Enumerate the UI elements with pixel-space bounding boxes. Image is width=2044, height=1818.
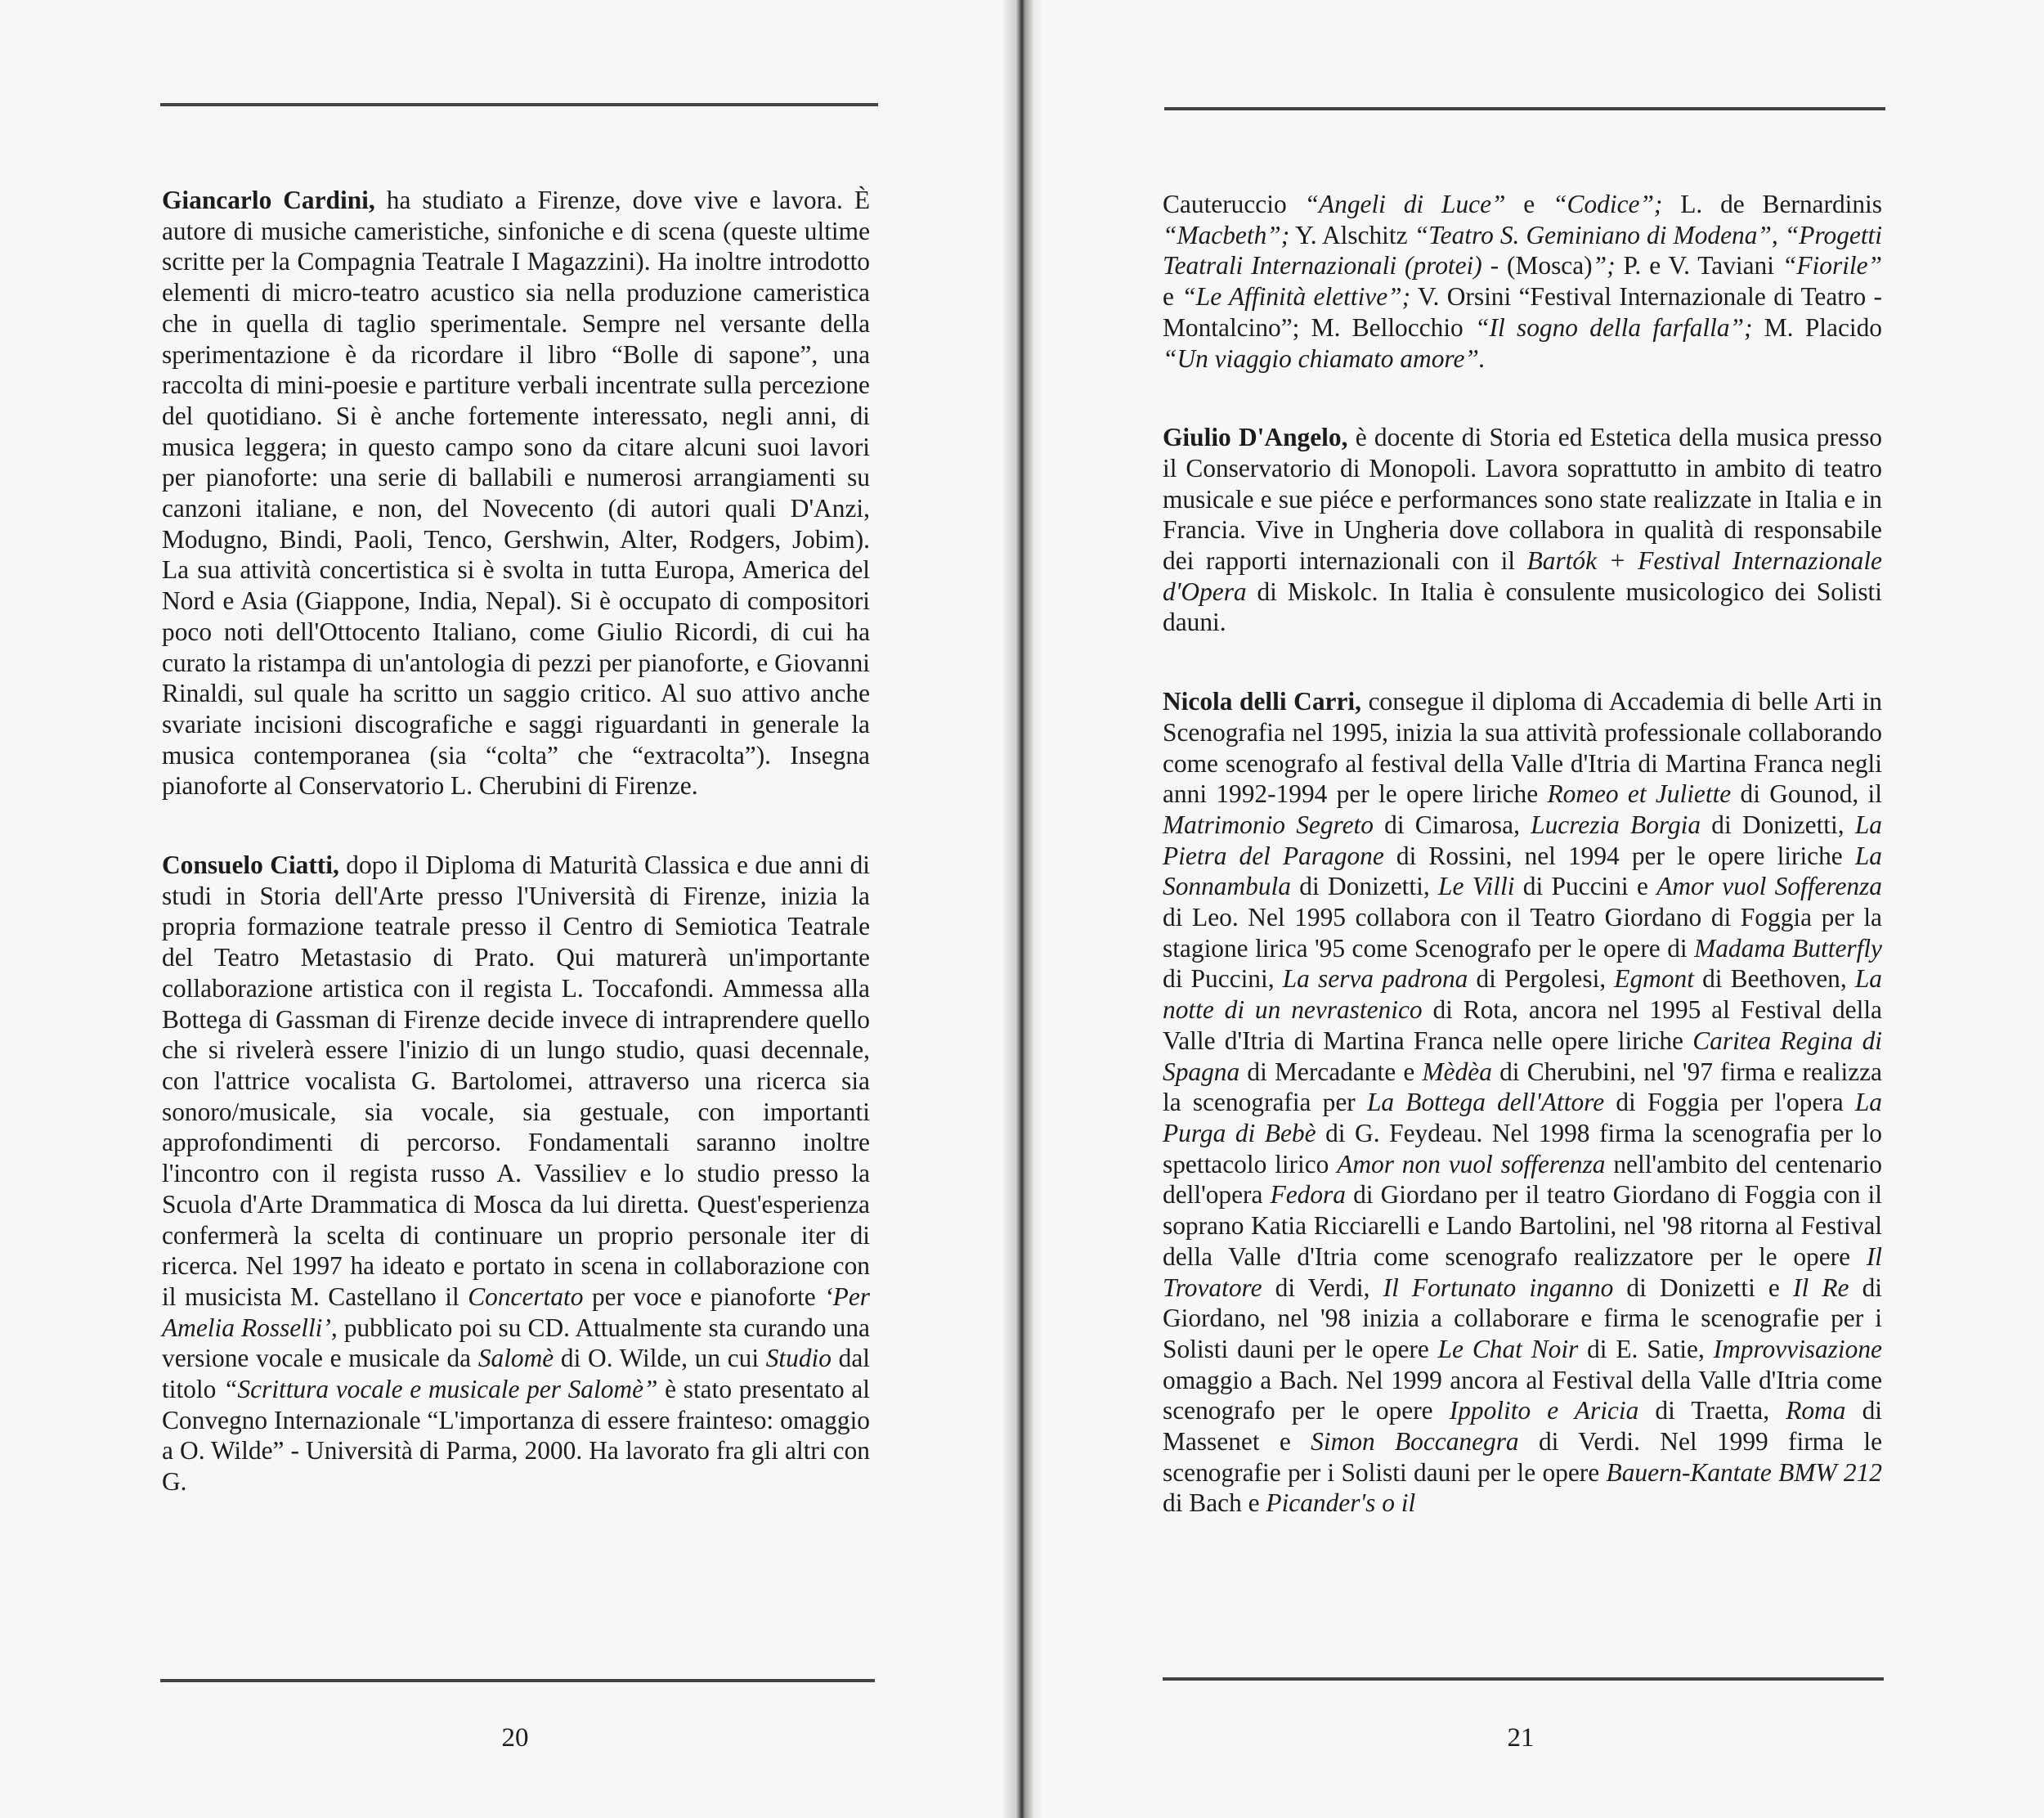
work-title: Amor vuol Sofferenza [1656,872,1882,901]
work-title: Bauern-Kantate BMW 212 [1606,1457,1883,1487]
text-run: di Verdi, [1262,1273,1383,1302]
work-title: Mèdèa [1422,1057,1492,1086]
work-title: ”; [1592,251,1616,281]
text-run: di Giordano, nel '98 inizia a collaborare e firma le scenografie per i Solisti dauni per le opere [1163,1273,1883,1363]
text-run: di E. Satie, [1578,1334,1714,1363]
text-run: e [1505,190,1553,218]
work-title: Matrimonio Segreto [1163,810,1374,839]
page-number: 20 [501,1723,529,1753]
text-run: di Mercadante e [1239,1057,1423,1086]
text-run: M. Placido [1752,312,1882,342]
bio-cardini [162,185,870,801]
top-rule [1164,107,1885,110]
text-run: di Cherubini, nel '97 firma e realizza la scenografia per [1163,1057,1882,1117]
work-title: La Bottega dell'Attore [1366,1088,1605,1117]
work-title: Il Trovatore [1163,1241,1882,1302]
text-run: e [1163,282,1182,312]
work-title: “Fiorile” [1782,251,1882,281]
work-title: Fedora [1270,1180,1346,1210]
work-title: Il Fortunato inganno [1383,1273,1614,1302]
text-run: di Beethoven, [1693,964,1855,994]
left-page-text [162,185,870,1497]
text-run: Cauteruccio [1163,190,1305,218]
person-name: Giancarlo Cardini, [162,186,375,214]
work-title: La notte di un nevrastenico [1163,964,1882,1025]
text-run: di Pergolesi, [1468,964,1615,994]
text-run: di Cimarosa, [1373,810,1531,839]
text-run: - (Mosca) [1481,251,1593,281]
work-title: “Codice”; [1553,190,1663,218]
work-title: Salomè [477,1344,554,1373]
text-run: è stato presentato al Convegno Internazionale “L'importanza di essere frainteso: omaggio a O. Wilde” - Università di Parma, 2000. Ha lavorato fra gli altri con G. [162,1375,871,1497]
text-run: di Puccini e [1514,872,1657,901]
work-title: Ippolito e Aricia [1449,1396,1639,1425]
work-title: La Purga di Bebè [1163,1088,1882,1147]
text-run: di Giordano per il teatro Giordano di Foggia con il soprano Katia Ricciarelli e Lando Bartolini, nel '98 ritorna al Festival della Valle d'Itria come scenografo realizzatore per le opere [1163,1180,1882,1271]
work-title: Lucrezia Borgia [1531,810,1701,839]
work-title: “Il sogno della farfalla”; [1475,312,1753,342]
work-title: “Angeli di Luce” [1304,190,1506,218]
work-title: Le Villi [1438,872,1515,901]
text-run: ha studiato a Firenze, dove vive e lavora. È autore di musiche cameristiche, sinfoniche e di scena (queste ultime scritte per la Compagnia Teatrale I Magazzini). Ha inoltre introdotto elementi di micro-teatro acustico sia nella produzione cameristica che in quella di taglio sperimentale. Sempre nel versante della sperimentazione è da ricordare il libro “Bolle di sapone”, una raccolta di mini-poesie e partiture verbali incentrate sulla percezione del quotidiano. Si è anche fortemente interessato, negli anni, di musica leggera; in questo campo sono da citare alcuni suoi lavori per pianoforte: una serie di ballabili e numerosi arrangiamenti su canzoni italiane, e non, del Novecento (di autori quali D'Anzi, Modugno, Bindi, Paoli, Tenco, Gershwin, Alter, Rodgers, Jobim). La sua attività concertistica si è svolta in tutta Europa, America del Nord e Asia (Giappone, India, Nepal). Si è occupato di compositori poco noti dell'Ottocento Italiano, come Giulio Ricordi, di cui ha curato la ristampa di un'antologia di pezzi per pianoforte, e Giovanni Rinaldi, sul quale ha scritto un saggio critico. Al suo attivo anche svariate incisioni discografiche e saggi riguardanti in generale la musica contemporanea (sia “colta” che “extracolta”). Insegna pianoforte al Conservatorio L. Cherubini di Firenze. [162,186,870,801]
text-run: di Rota, ancora nel 1995 al Festival della Valle d'Itria di Martina Franca nelle opere liriche [1163,995,1882,1055]
work-title: Amor non vuol sofferenza [1337,1149,1606,1178]
bottom-rule [1163,1677,1884,1681]
text-run: di Donizetti e [1613,1273,1794,1302]
text-run: di O. Wilde, un cui [554,1344,766,1373]
work-title: Egmont [1614,964,1694,994]
text-run: Y. Alschitz [1289,220,1414,249]
work-title: Simon Boccanegra [1311,1427,1519,1457]
text-run: dal titolo [162,1344,871,1404]
text-run: L. de Bernardinis [1662,190,1882,218]
text-run: di Donizetti, [1701,810,1855,839]
bio-delli-carri [1163,686,1882,1519]
text-run: di Foggia per l'opera [1604,1088,1855,1117]
text-run: consegue il diploma di Accademia di belle Arti in Scenografia nel 1995, inizia la sua attività professionale collaborando come scenografo al festival della Valle d'Itria di Martina Franca negli anni 1992-1994 per le opere liriche [1163,687,1882,809]
work-title: Madama Butterfly [1694,933,1882,963]
page-number: 21 [1507,1723,1535,1753]
text-run: nell'ambito del centenario dell'opera [1163,1149,1882,1210]
text-run: dopo il Diploma di Maturità Classica e due anni di studi in Storia dell'Arte presso l'Università di Firenze, inizia la propria formazione teatrale presso il Centro di Semiotica Teatrale del Teatro Metastasio di Prato. Qui maturerà un'importante collaborazione artistica con il regista L. Toccafondi. Ammessa alla Bottega di Gassman di Firenze decide invece di intraprendere quello che si rivelerà essere l'inizio di un lungo studio, quasi decennale, con l'attrice vocalista G. Bartolomei, attraverso una ricerca sia sonoro/musicale, sia vocale, sia gestuale, con importanti approfondimenti di percorso. Fondamentali saranno inoltre l'incontro con il regista russo A. Vassiliev e lo studio presso la Scuola d'Arte Drammatica di Mosca da lui diretta. Quest'esperienza confermerà la scelta di continuare un proprio personale iter di ricerca. Nel 1997 ha ideato e portato in scena in collaborazione con il musicista M. Castellano il [162,851,870,1311]
work-title: “Un viaggio chiamato amore”. [1163,343,1486,373]
work-title: La Pietra del Paragone [1163,810,1882,870]
person-name: Consuelo Ciatti, [162,851,339,880]
text-run: di Verdi. Nel 1999 firma le scenografie per i Solisti dauni per le opere [1163,1427,1882,1487]
work-title: “Scrittura vocale e musicale per Salomè” [222,1375,658,1404]
work-title: Le Chat Noir [1437,1334,1579,1363]
text-run: di Donizetti, [1290,872,1438,901]
bio-ciatti-continued [1163,189,1882,374]
text-run: di Rossini, nel 1994 per le opere liriche [1383,841,1855,870]
bottom-rule [160,1679,875,1682]
work-title: “Macbeth”; [1163,220,1290,249]
text-run: è docente di Storia ed Estetica della musica presso il Conservatorio di Monopoli. Lavora soprattutto in ambito di teatro musicale e sue piéce e performances sono state realizzate in Italia e in Francia. Vive in Ungheria dove collabora in qualità di responsabile dei rapporti internazionali con il [1163,423,1882,576]
text-run: omaggio a Bach. Nel 1999 ancora al Festival della Valle d'Itria come scenografo per le opere [1163,1365,1882,1425]
work-title: Il Re [1793,1273,1849,1302]
right-page [1022,0,2044,1818]
text-run: per voce e pianoforte [583,1282,825,1311]
work-title: Concertato [468,1282,584,1311]
person-name: Nicola delli Carri, [1163,687,1361,716]
text-run: di Traetta, [1638,1396,1786,1425]
work-title: Bartók + Festival Internazionale d'Opera [1163,546,1882,606]
text-run: di Bach e [1163,1488,1266,1518]
work-title: Studio [765,1344,831,1373]
work-title: Romeo et Juliette [1547,779,1732,809]
bio-dangelo [1163,422,1882,638]
text-run: di Leo. Nel 1995 collabora con il Teatro Giordano di Foggia per la stagione lirica '95 come Scenografo per le opere di [1163,903,1882,963]
right-page-text [1163,189,1882,1519]
work-title: ‘Per Amelia Rosselli’, [162,1282,870,1342]
text-run: V. Orsini “Festival Internazionale di Teatro - Montalcino”; M. Bellocchio [1163,282,1882,342]
work-title: Improvvisazione [1713,1334,1882,1363]
work-title: “Le Affinità elettive”; [1181,282,1411,312]
text-run: di Miskolc. In Italia è consulente musicologico dei Solisti dauni. [1163,577,1882,637]
book-gutter [1002,0,1042,1818]
text-run: di Gounod, il [1731,779,1882,809]
text-run: di Massenet e [1163,1396,1883,1457]
person-name: Giulio D'Angelo, [1163,423,1348,452]
work-title: “Teatro S. Geminiano di Modena”, “Progetti Teatrali Internazionali (protei) [1163,220,1882,281]
top-rule [160,103,878,106]
work-title: Roma [1786,1396,1846,1425]
text-run: di Puccini, [1163,964,1283,994]
work-title: La Sonnambula [1163,841,1882,901]
work-title: La serva padrona [1282,964,1468,994]
work-title: Caritea Regina di Spagna [1163,1026,1882,1086]
work-title: Picander's o il [1266,1488,1416,1518]
bio-ciatti [162,850,870,1497]
text-run: pubblicato poi su CD. Attualmente sta curando una versione vocale e musicale da [162,1313,870,1373]
text-run: di G. Feydeau. Nel 1998 firma la scenografia per lo spettacolo lirico [1163,1118,1882,1178]
text-run: P. e V. Taviani [1615,251,1782,281]
